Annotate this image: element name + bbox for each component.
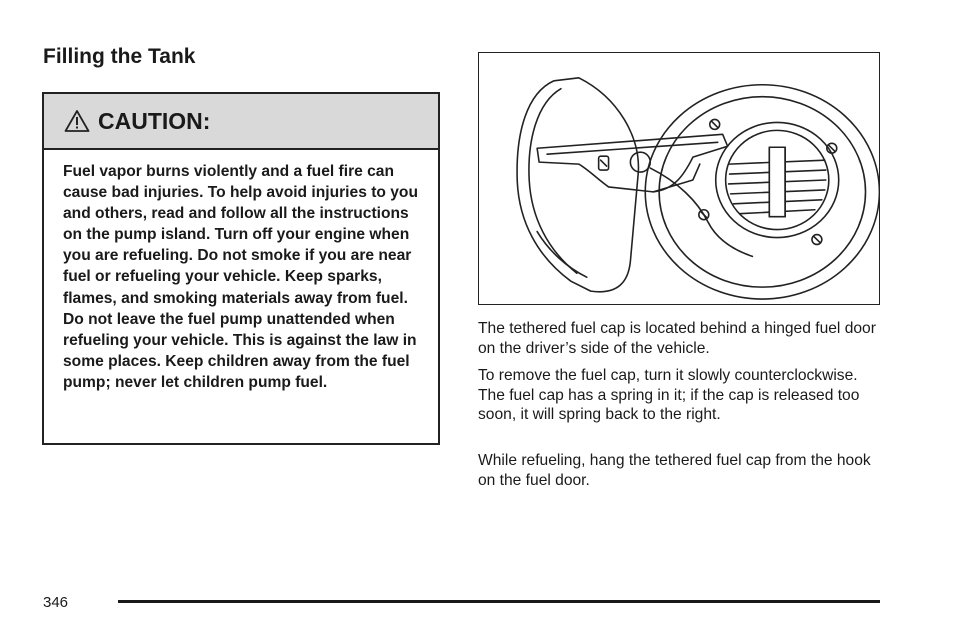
paragraph-tethered-cap: The tethered fuel cap is located behind a hinged fuel door on the driver’s side of the vehicle. [478, 320, 876, 357]
fuel-door-illustration [478, 52, 880, 305]
footer-rule [118, 600, 880, 603]
caution-header [44, 94, 438, 150]
paragraph-remove-cap: To remove the fuel cap, turn it slowly counterclockwise. The fuel cap has a spring in it; if the cap is released too soon, it will spring back to the right. [478, 367, 860, 424]
section-title: Filling the Tank [43, 45, 196, 68]
warning-triangle-icon [64, 109, 90, 133]
caution-box [42, 92, 440, 445]
page-number: 346 [43, 594, 69, 611]
caution-title: CAUTION: [98, 107, 211, 134]
paragraph-hang-cap: While refueling, hang the tethered fuel cap from the hook on the fuel door. [478, 452, 871, 489]
caution-text: Fuel vapor burns violently and a fuel fire can cause bad injuries. To help avoid injuries to you and others, read and follow all the instructions on the pump island. Turn off your engine when you are refueling. Do not smoke if you are near fuel or refueling your vehicle. Keep sparks, flames, and smoking materials away from fuel. Do not leave the fuel pump unattended when refueling your vehicle. This is against the law in some places. Keep children away from the fuel pump; never let children pump fuel. [63, 163, 418, 391]
fuel-cap-drawing [479, 53, 879, 304]
